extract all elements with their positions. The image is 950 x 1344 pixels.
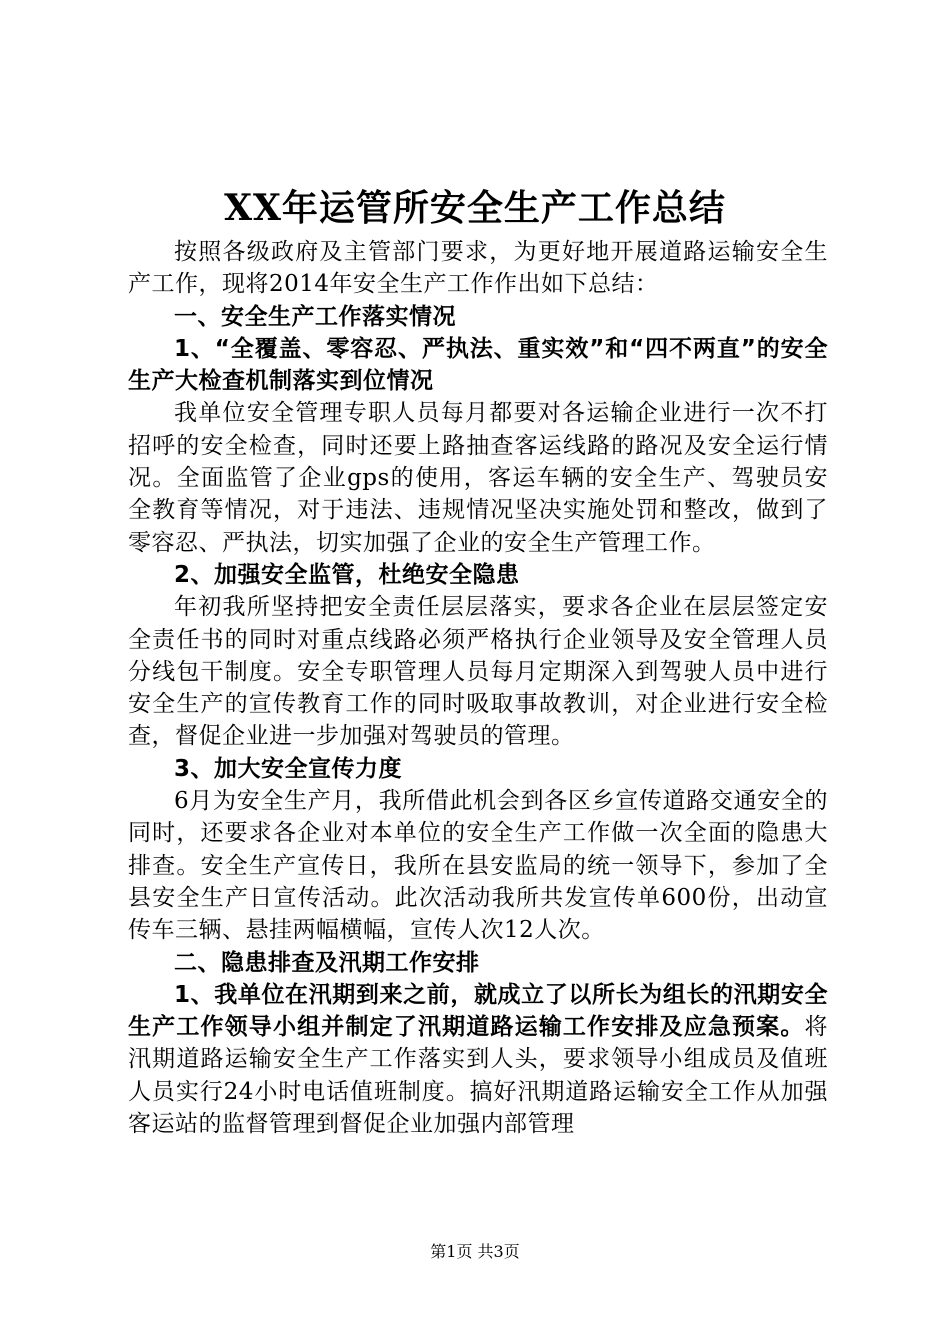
page-number-footer: 第1页 共3页 bbox=[430, 1242, 520, 1261]
subsection-heading-1-1: 1、“全覆盖、零容忍、严执法、重实效”和“四不两直”的安全生产大检查机制落实到位情况 bbox=[128, 335, 828, 395]
section-heading-1: 一、安全生产工作落实情况 bbox=[174, 303, 456, 330]
section-heading-2: 二、隐患排查及汛期工作安排 bbox=[174, 949, 480, 976]
body-paragraph-4-lead: 1、我单位在汛期到来之前，就成立了以所长为组长的汛期安全生产工作领导小组并制定了汛期道路运输工作安排及应急预案。 bbox=[128, 981, 828, 1041]
body-paragraph-4-rest: 将汛期道路运输安全生产工作落实到人头，要求领导小组成员及值班人员实行24小时电话值班制度。搞好汛期道路运输安全工作从加强客运站的监督管理到督促企业加强内部管理 bbox=[128, 1014, 828, 1138]
body-paragraph-2: 年初我所坚持把安全责任层层落实，要求各企业在层层签定安全责任书的同时对重点线路必须严格执行企业领导及安全管理人员分线包干制度。安全专职管理人员每月定期深入到驾驶人员中进行安全生产的宣传教育工作的同时吸取事故教训，对企业进行安全检查，督促企业进一步加强对驾驶员的管理。 bbox=[128, 594, 828, 750]
document-title: XX年运管所安全生产工作总结 bbox=[224, 187, 726, 229]
document-body bbox=[128, 236, 828, 1140]
body-paragraph-4 bbox=[128, 979, 828, 1140]
intro-paragraph: 按照各级政府及主管部门要求，为更好地开展道路运输安全生产工作，现将2014年安全生产工作作出如下总结： bbox=[128, 239, 828, 298]
subsection-heading-1-2: 2、加强安全监管，杜绝安全隐患 bbox=[174, 561, 520, 588]
body-paragraph-1: 我单位安全管理专职人员每月都要对各运输企业进行一次不打招呼的安全检查，同时还要上路抽查客运线路的路况及安全运行情况。全面监管了企业gps的使用，客运车辆的安全生产、驾驶员安全教育等情况，对于违法、违规情况坚决实施处罚和整改，做到了零容忍、严执法，切实加强了企业的安全生产管理工作。 bbox=[128, 400, 828, 556]
subsection-heading-1-3: 3、加大安全宣传力度 bbox=[174, 755, 403, 782]
body-paragraph-3: 6月为安全生产月，我所借此机会到各区乡宣传道路交通安全的同时，还要求各企业对本单位的安全生产工作做一次全面的隐患大排查。安全生产宣传日，我所在县安监局的统一领导下，参加了全县安全生产日宣传活动。此次活动我所共发宣传单600份，出动宣传车三辆、悬挂两幅横幅，宣传人次12人次。 bbox=[128, 788, 828, 944]
